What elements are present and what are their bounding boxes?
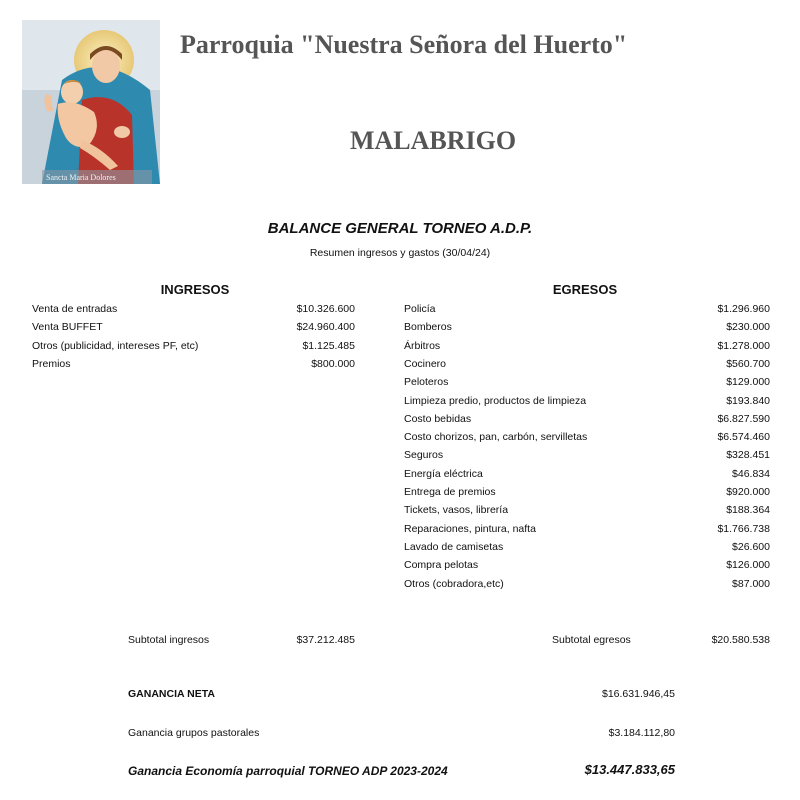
line-item-value: $87.000 (732, 577, 770, 590)
document-subtitle: Resumen ingresos y gastos (30/04/24) (309, 247, 491, 259)
subtotal-ingresos-label: Subtotal ingresos (128, 634, 210, 646)
line-item-row (404, 428, 770, 446)
ingresos-heading: INGRESOS (160, 282, 230, 297)
line-item-row (32, 318, 355, 336)
line-item-label: Venta de entradas (32, 303, 118, 315)
line-item-label: Lavado de camisetas (404, 540, 504, 553)
line-item-value: $6.574.460 (717, 431, 770, 444)
line-item-row (404, 520, 770, 538)
line-item-row (404, 318, 770, 336)
line-item-label: Entrega de premios (404, 486, 496, 498)
line-item-label: Costo bebidas (404, 412, 472, 425)
line-item-row (404, 392, 770, 410)
line-item-label: Reparaciones, pintura, nafta (404, 522, 536, 535)
line-item-row (404, 300, 770, 318)
ganancia-neta-label: GANANCIA NETA (128, 688, 215, 700)
line-item-row (32, 355, 355, 373)
subtotal-egresos-value: $20.580.538 (711, 634, 770, 646)
line-item-row (32, 337, 355, 355)
line-item-label: Compra pelotas (404, 559, 479, 572)
line-item-row (404, 465, 770, 483)
line-item-value: $920.000 (726, 486, 770, 498)
line-item-label: Limpieza predio, productos de limpieza (404, 394, 587, 407)
line-item-row (404, 355, 770, 373)
ganancia-grupos-value: $3.184.112,80 (608, 727, 675, 739)
line-item-row (404, 373, 770, 391)
ganancia-neta-value: $16.631.946,45 (602, 688, 675, 700)
parish-name-heading: Parroquia "Nuestra Señora del Huerto" (180, 30, 628, 59)
ganancia-final-value: $13.447.833,65 (584, 762, 675, 777)
line-item-row (404, 446, 770, 464)
line-item-label: Energía eléctrica (404, 467, 483, 480)
line-item-value: $46.834 (732, 467, 770, 480)
line-item-value: $26.600 (732, 540, 770, 553)
line-item-value: $800.000 (311, 357, 355, 370)
ganancia-grupos-label: Ganancia grupos pastorales (128, 727, 260, 739)
line-item-label: Premios (32, 357, 71, 370)
line-item-value: $1.125.485 (302, 339, 355, 352)
subtotal-ingresos-value: $37.212.485 (296, 634, 355, 646)
egresos-heading: EGRESOS (552, 282, 618, 297)
line-item-value: $10.326.600 (296, 303, 355, 315)
logo-watermark-text: Sancta Maria Dolores (46, 173, 116, 182)
line-item-value: $1.278.000 (717, 339, 770, 352)
line-item-value: $1.766.738 (717, 522, 770, 535)
line-item-row (404, 501, 770, 519)
line-item-value: $24.960.400 (296, 321, 355, 334)
virgin-and-child-icon (22, 20, 160, 184)
line-item-label: Venta BUFFET (32, 321, 103, 334)
line-item-value: $230.000 (726, 321, 770, 334)
line-item-label: Seguros (404, 449, 444, 462)
line-item-value: $328.451 (726, 449, 770, 462)
line-item-row (32, 300, 355, 318)
line-item-row (404, 556, 770, 574)
line-item-label: Otros (publicidad, intereses PF, etc) (32, 339, 199, 352)
line-item-label: Peloteros (404, 376, 449, 389)
line-item-label: Bomberos (404, 321, 452, 334)
line-item-value: $193.840 (726, 394, 770, 407)
line-item-value: $1.296.960 (717, 303, 770, 315)
line-item-value: $6.827.590 (717, 412, 770, 425)
city-heading: MALABRIGO (349, 126, 517, 155)
line-item-row (404, 483, 770, 501)
line-item-value: $188.364 (726, 504, 770, 517)
parish-logo-image (22, 20, 160, 184)
subtotal-egresos-label: Subtotal egresos (552, 634, 631, 646)
document-title: BALANCE GENERAL TORNEO A.D.P. (267, 220, 533, 237)
line-item-row (404, 575, 770, 593)
line-item-value: $560.700 (726, 357, 770, 370)
ganancia-final-label: Ganancia Economía parroquial TORNEO ADP 2023-2024 (128, 764, 448, 778)
line-item-label: Costo chorizos, pan, carbón, servilletas (404, 431, 588, 444)
line-item-row (404, 538, 770, 556)
line-item-row (404, 410, 770, 428)
line-item-label: Árbitros (404, 339, 441, 352)
line-item-label: Otros (cobradora,etc) (404, 577, 504, 590)
line-item-value: $126.000 (726, 559, 770, 572)
line-item-label: Cocinero (404, 357, 447, 370)
line-item-label: Policía (404, 303, 436, 315)
line-item-label: Tickets, vasos, librería (404, 504, 509, 517)
line-item-row (404, 337, 770, 355)
line-item-value: $129.000 (726, 376, 770, 389)
